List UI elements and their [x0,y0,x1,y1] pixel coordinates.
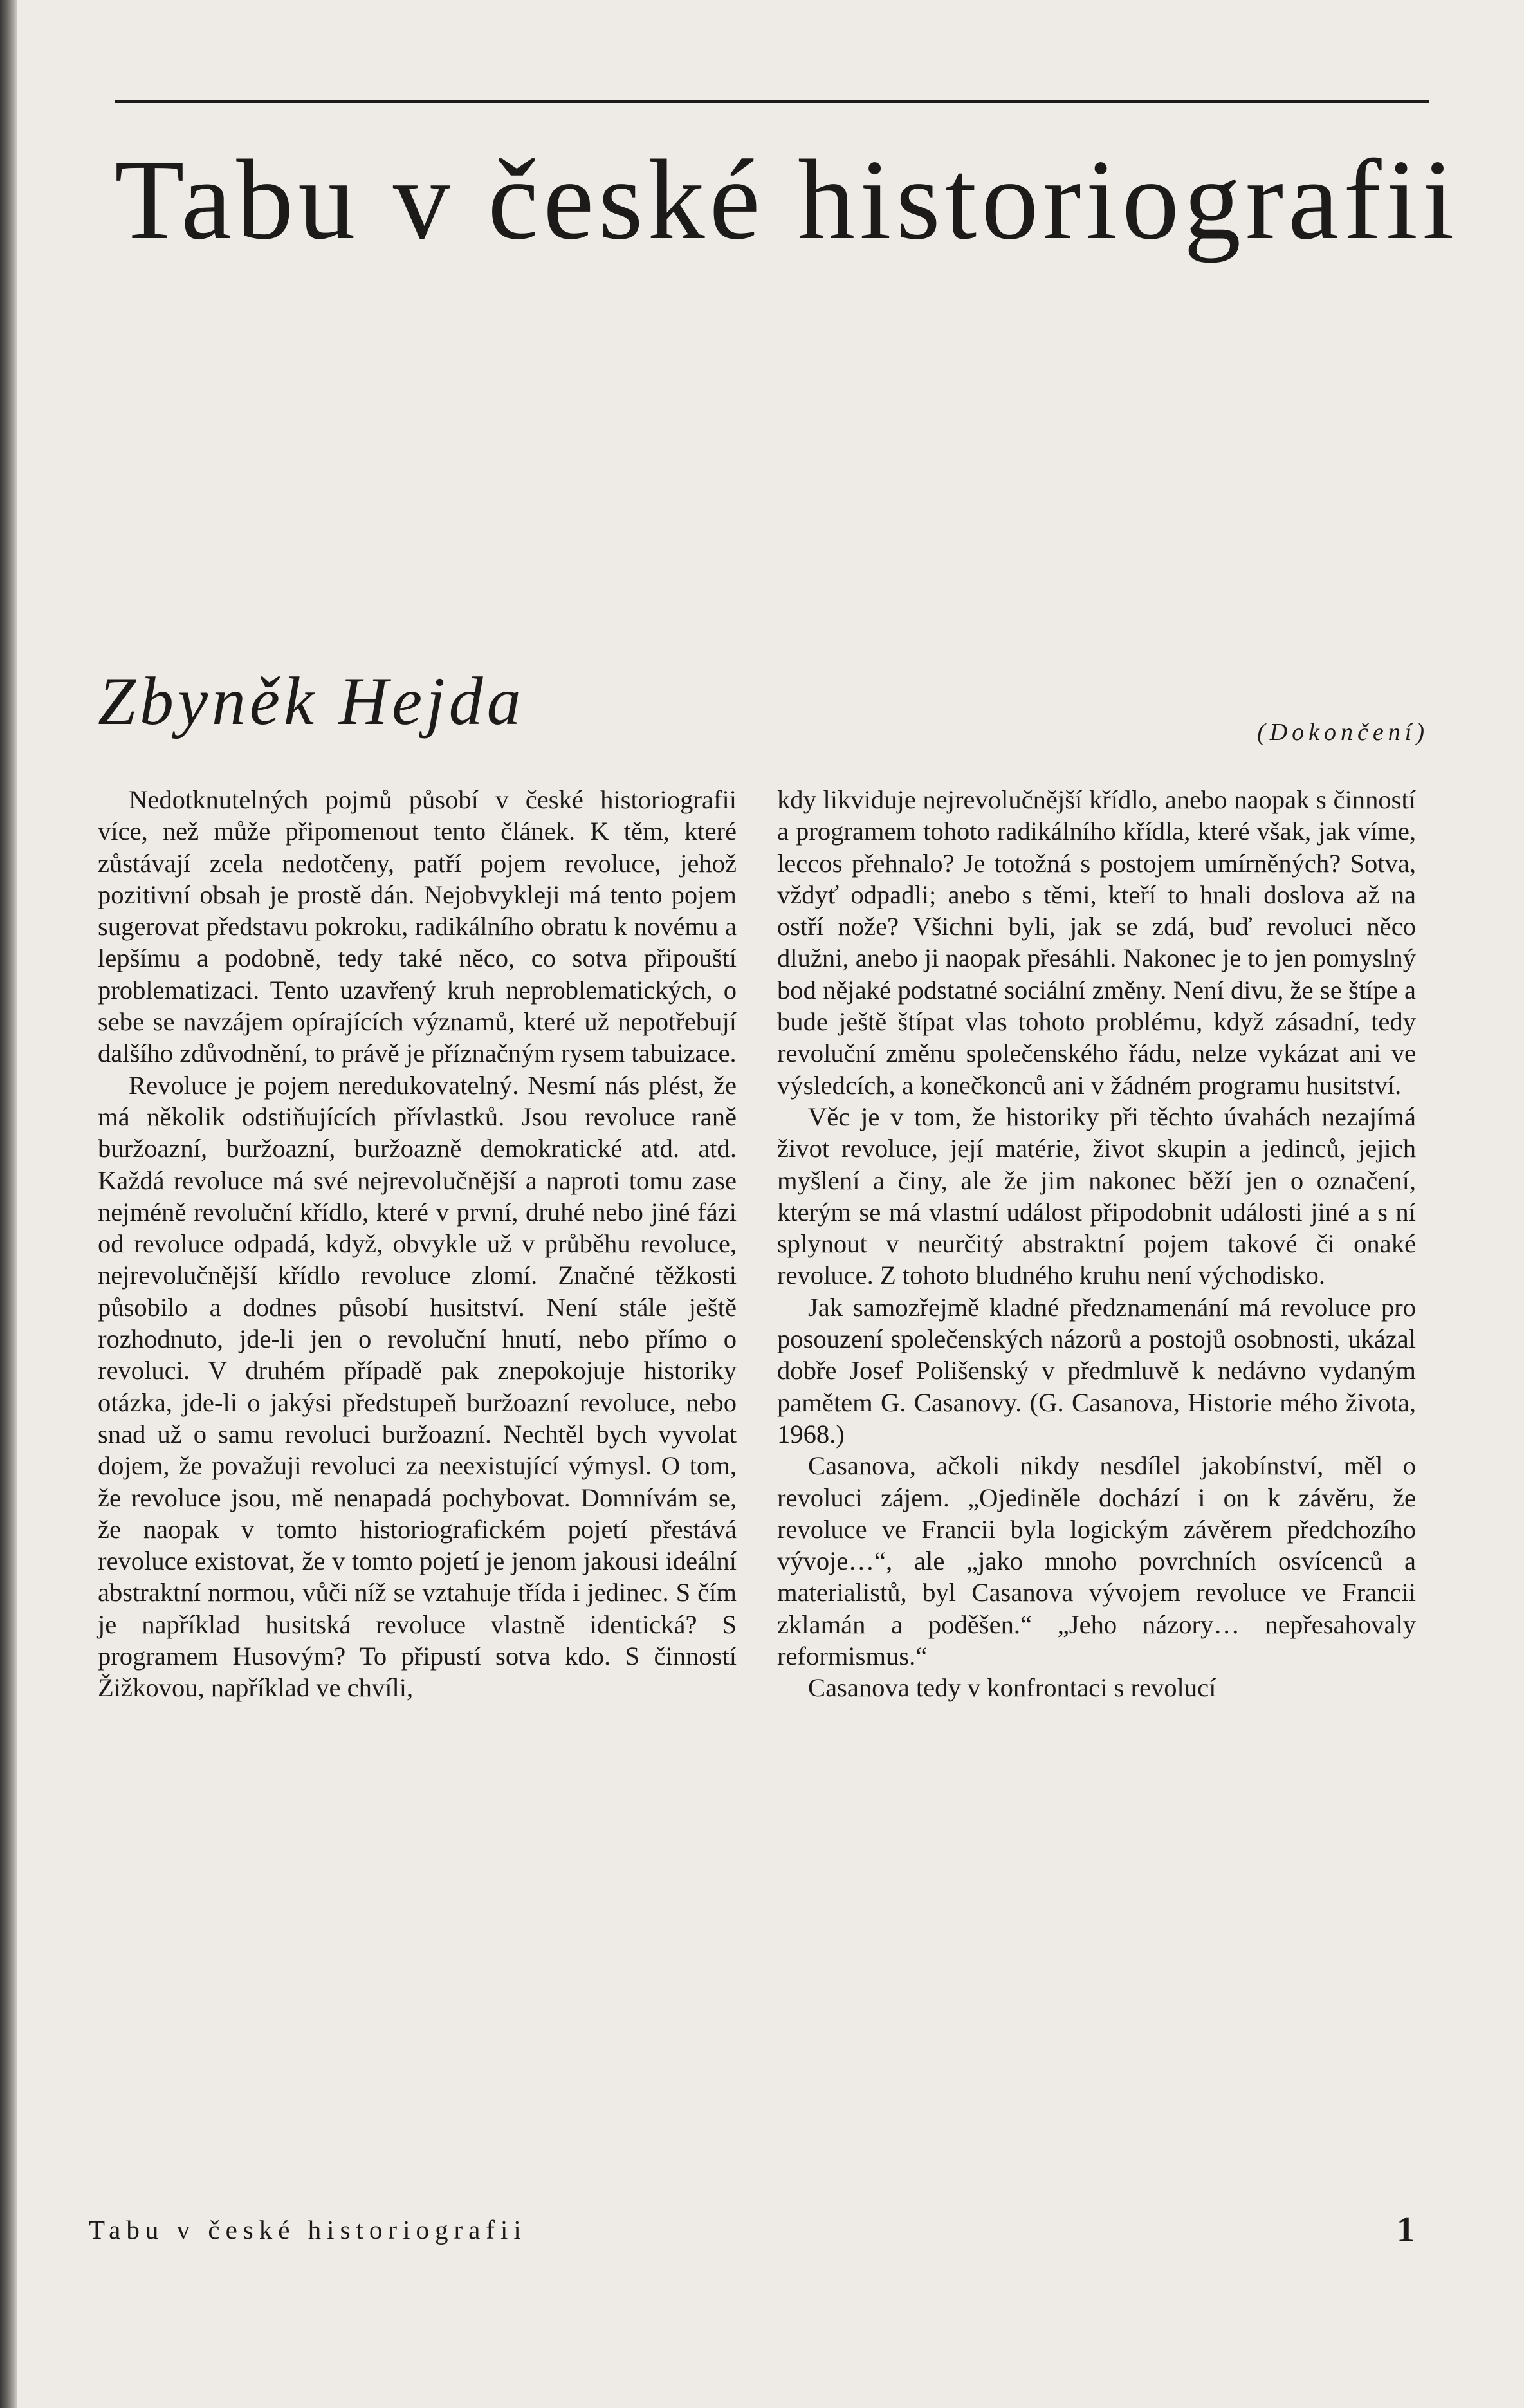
paragraph: Casanova tedy v konfrontaci s revolucí [808,1673,1216,1703]
article-title: Tabu v české historiografii [115,136,1459,263]
paragraph: Casanova, ačkoli nikdy nesdílel jakobínství, měl o revoluci zájem. „Ojediněle dochází i on k závěru, že revoluce ve Francii byla logickým závěrem předchozího vývoje…“, ale „jako mnoho povrchních osvícenců a materialistů, byl Casanova vývojem revoluce ve Francii zklamán a poděšen.“ „Jeho názory… nepřesahovaly reformismus.“ [777,1451,1416,1671]
paragraph: Nedotknutelných pojmů působí v české historiografii více, než může připomenout tento článek. K těm, které zůstávají zcela nedotčeny, patří pojem revoluce, jehož pozitivní obsah je prostě dán. Nejobvykleji má tento pojem sugerovat představu pokroku, radikálního obratu k novému a lepšímu a podobně, tedy také něco, co sotva připouští problematizaci. Tento uzavřený kruh neproblematických, o sebe se navzájem opírajících významů, které už nepotřebují dalšího zdůvodnění, to právě je příznačným rysem tabuizace. [98,785,737,1068]
paragraph: Revoluce je pojem neredukovatelný. Nesmí nás plést, že má několik odstiňujících přívlastků. Jsou revoluce raně buržoazní, buržoazní, buržoazně demokratické atd. atd. Každá revoluce má své nejrevolučnější a naproti tomu zase nejméně revoluční křídlo, které v první, druhé nebo jiné fázi od revoluce odpadá, když, obvykle už v průběhu revoluce, nejrevolučnější křídlo revoluce zlomí. Značné těžkosti působilo a dodnes působí husitství. Není stále ještě rozhodnuto, jde-li jen o revoluční hnutí, nebo přímo o revoluci. V druhém případě pak znepokojuje historiky otázka, jde-li o jakýsi předstupeň buržoazní revoluce, nebo snad už o samu revoluci buržoazní. Nechtěl bych vyvolat dojem, že považuji revoluci za neexistující výmysl. O tom, že revoluce jsou, mě nenapadá pochybovat. Domnívám se, že naopak v tomto historiografickém pojetí přestává revoluce existovat, že v tomto pojetí je jenom jakousi ideální abstraktní normou, vůči níž se vztahuje třída i jedinec. S čím je například husitská revoluce vlastně identická? S programem Husovým? To připustí sotva kdo. S činností Žižkovou, například ve chvíli, [98,1070,737,1703]
text-column-left [98,784,737,1704]
paragraph: kdy likviduje nejrevolučnější křídlo, anebo naopak s činností a programem tohoto radikálního křídla, které však, jak víme, leccos přehnalo? Je totožná s postojem umírněných? Sotva, vždyť odpadli; anebo s těmi, kteří to hnali doslova až na ostří nože? Všichni byli, jak se zdá, buď revoluci něco dlužni, anebo ji naopak přesáhli. Nakonec je to jen pomyslný bod nějaké podstatné sociální změny. Není divu, že se štípe a bude ještě štípat vlas tohoto problému, když zásadní, tedy revoluční změnu společenského řádu, nelze vykázat ani ve výsledcích, a konečkonců ani v žádném programu husitství. [777,785,1416,1100]
paragraph: Věc je v tom, že historiky při těchto úvahách nezajímá život revoluce, její matérie, život skupin a jedinců, jejich myšlení a činy, ale že jim nakonec běží jen o označení, kterým se má vlastní událost připodobnit události jiné a s ní splynout v neurčitý abstraktní pojem takové či onaké revoluce. Z tohoto bludného kruhu není východisko. [777,1102,1416,1290]
author-name: Zbyněk Hejda [98,663,525,739]
continuation-note: (Dokončení) [1257,719,1429,746]
page-number: 1 [1397,2210,1415,2250]
top-rule [115,100,1429,103]
page-binding-edge [0,0,17,2408]
text-column-right [777,784,1416,1704]
paragraph: Jak samozřejmě kladné předznamenání má revoluce pro posouzení společenských názorů a postojů osobnosti, ukázal dobře Josef Polišenský v předmluvě k nedávno vydaným pamětem G. Casanovy. (G. Casanova, Historie mého života, 1968.) [777,1292,1416,1449]
running-footer-title: Tabu v české historiografii [89,2215,527,2245]
